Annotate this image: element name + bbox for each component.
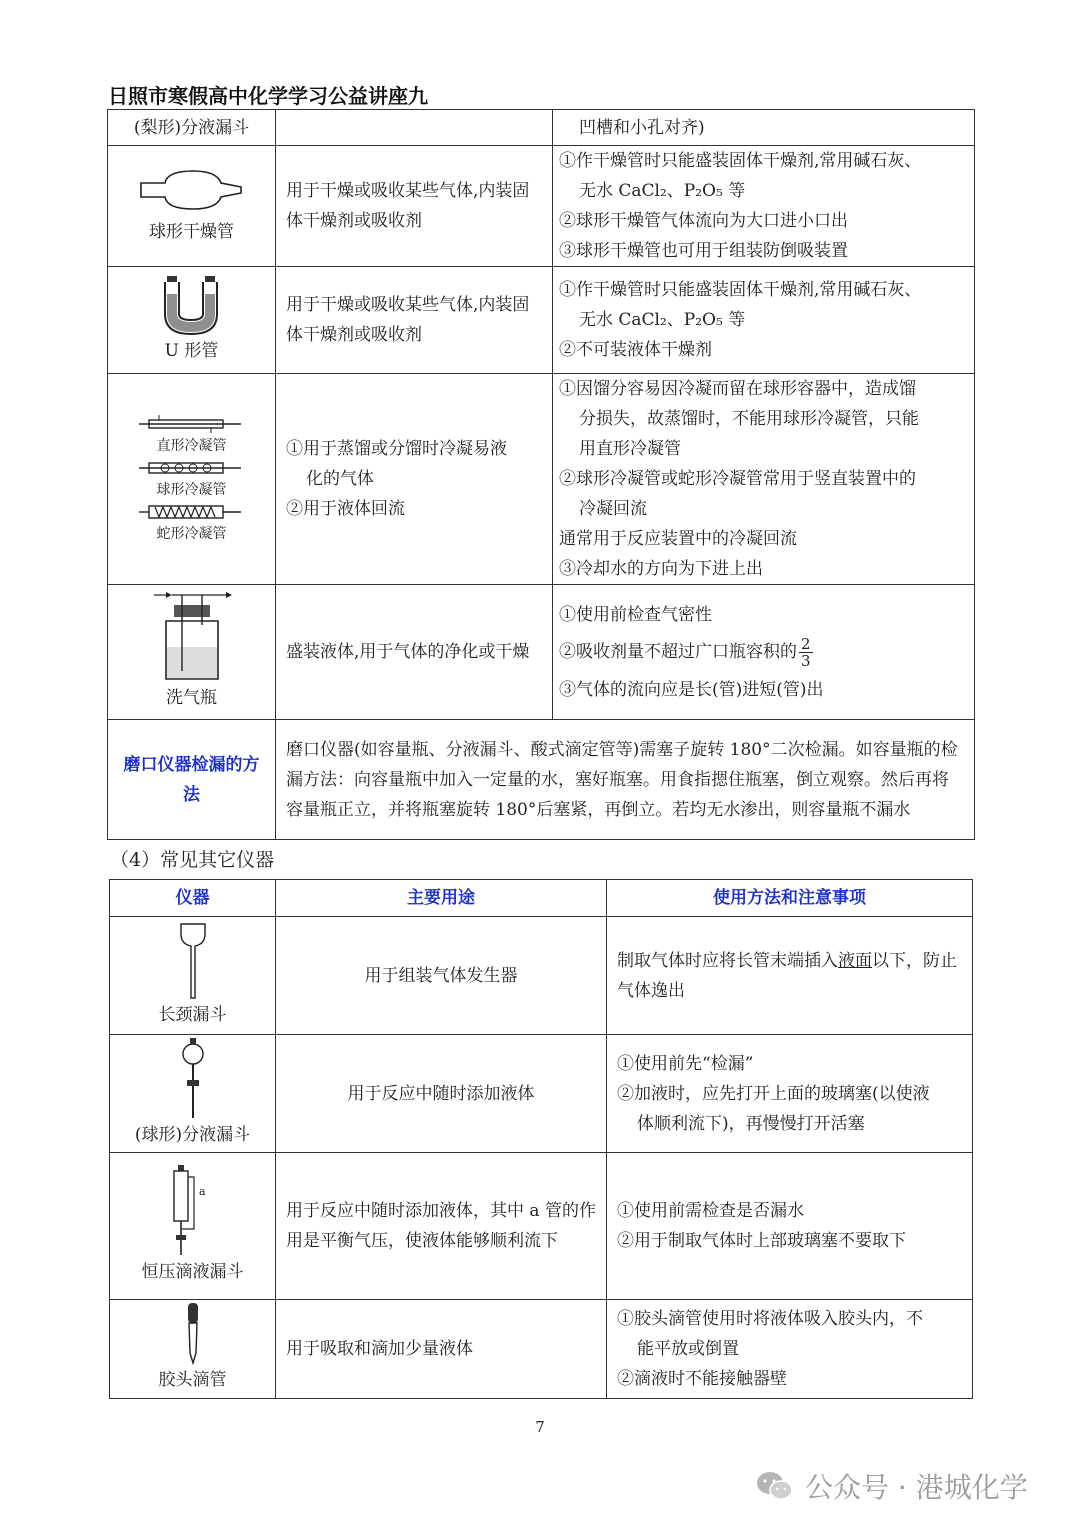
table-row — [110, 1153, 973, 1300]
note-line: ①作干燥管时只能盛装固体干燥剂,常用碱石灰、 — [559, 151, 922, 171]
column-header: 仪器 — [110, 880, 276, 917]
table-row — [108, 110, 975, 146]
note-line: ①作干燥管时只能盛装固体干燥剂,常用碱石灰、 — [559, 280, 922, 300]
table-row — [108, 585, 975, 720]
instrument-name: 洗气瓶 — [166, 688, 217, 708]
note-line: ①使用前先“检漏” — [617, 1053, 754, 1074]
note-line: ①因馏分容易因冷凝而留在球形容器中，造成馏 — [559, 379, 916, 399]
page-number: 7 — [535, 1418, 545, 1436]
leak-test-heading: 磨口仪器检漏的方法 — [108, 720, 276, 840]
spherical-drying-tube-icon — [137, 165, 247, 217]
wechat-icon — [755, 1469, 795, 1503]
note-line: ③球形干燥管也可用于组装防倒吸装置 — [559, 241, 848, 261]
long-neck-funnel-icon — [178, 922, 208, 1000]
note-line: ②加液时，应先打开上面的玻璃塞(以使液 — [617, 1083, 930, 1104]
dropper-icon — [183, 1303, 203, 1365]
column-header: 主要用途 — [276, 880, 607, 917]
usage-line: ①用于蒸馏或分馏时冷凝易液 — [286, 439, 507, 459]
condenser-label: 直形冷凝管 — [156, 438, 227, 454]
note-line: ②球形冷凝管或蛇形冷凝管常用于竖直装置中的 — [559, 469, 916, 489]
tube-a-label: a — [198, 1185, 206, 1198]
note-line: 用直形冷凝管 — [579, 439, 681, 459]
straight-condenser-icon — [137, 413, 247, 435]
note-line: ①使用前需检查是否漏水 — [617, 1201, 804, 1221]
u-tube-icon — [157, 274, 227, 336]
instrument-name: 球形干燥管 — [149, 222, 234, 242]
usage-text: 用于吸取和滴加少量液体 — [276, 1300, 607, 1399]
note-text: 凹槽和小孔对齐) — [579, 117, 705, 138]
instrument-name: 胶头滴管 — [158, 1370, 227, 1390]
note-line: ①使用前检查气密性 — [559, 604, 712, 625]
note-line: ①胶头滴管使用时将液体吸入胶头内，不 — [617, 1309, 923, 1329]
instrument-name: 长颈漏斗 — [158, 1004, 227, 1025]
page-header: 日照市寒假高中化学学习公益讲座九 — [108, 84, 428, 108]
instrument-name: U 形管 — [164, 341, 219, 361]
pressure-equalizing-funnel-icon — [168, 1165, 218, 1257]
gas-washing-bottle-icon — [152, 591, 232, 683]
note-line: ③冷却水的方向为下进上出 — [559, 559, 763, 579]
instrument-name: 恒压滴液漏斗 — [141, 1262, 244, 1282]
note-line: 体顺利流下)，再慢慢打开活塞 — [637, 1113, 865, 1134]
note-line: ②吸收剂量不超过广口瓶容积的 — [559, 641, 797, 662]
usage-text: 用于干燥或吸收某些气体,内装固体干燥剂或吸收剂 — [276, 267, 553, 374]
usage-text: 用于反应中随时添加液体，其中 a 管的作用是平衡气压，使液体能够顺利流下 — [276, 1153, 607, 1300]
table-row — [108, 146, 975, 267]
leak-test-text: 磨口仪器(如容量瓶、分液漏斗、酸式滴定管等)需塞子旋转 180°二次检漏。如容量瓶的检漏方法：向容量瓶中加入一定量的水，塞好瓶塞。用食指摁住瓶塞，倒立观察。然后再将容量瓶正立，并将瓶塞旋转 180°后塞紧，再倒立。若均无水渗出，则容量瓶不漏水 — [276, 720, 975, 840]
coil-condenser-icon — [137, 501, 247, 523]
table-row — [110, 1300, 973, 1399]
watermark — [755, 1466, 1028, 1506]
instrument-table-2 — [109, 879, 973, 1399]
usage-line: ②用于液体回流 — [286, 499, 405, 519]
note-line: 能平放或倒置 — [637, 1339, 739, 1359]
usage-text: 盛装液体,用于气体的净化或干燥 — [276, 585, 553, 720]
table-row — [108, 720, 975, 840]
usage-text: 用于组装气体发生器 — [276, 917, 607, 1035]
note-text: 制取气体时应将长管末端插入液面以下，防止气体逸出 — [607, 917, 973, 1035]
usage-text: 用于干燥或吸收某些气体,内装固体干燥剂或吸收剂 — [276, 146, 553, 267]
table-row — [108, 374, 975, 585]
table-row — [110, 917, 973, 1035]
table-row — [108, 267, 975, 374]
spherical-separatory-funnel-icon — [178, 1038, 208, 1120]
note-line: 分损失，故蒸馏时，不能用球形冷凝管，只能 — [579, 409, 919, 429]
note-line: 无水 CaCl₂、P₂O₅ 等 — [579, 310, 746, 330]
condenser-label: 球形冷凝管 — [156, 482, 227, 498]
note-line: 无水 CaCl₂、P₂O₅ 等 — [579, 181, 746, 201]
note-line: ②不可装液体干燥剂 — [559, 340, 712, 360]
usage-text: 用于反应中随时添加液体 — [276, 1035, 607, 1153]
bulb-condenser-icon — [137, 457, 247, 479]
column-header: 使用方法和注意事项 — [607, 880, 973, 917]
note-line: 冷凝回流 — [579, 499, 647, 519]
table-header-row — [110, 880, 973, 917]
note-line: ②球形干燥管气体流向为大口进小口出 — [559, 211, 848, 231]
section-title: （4）常见其它仪器 — [110, 849, 275, 871]
note-line: ②用于制取气体时上部玻璃塞不要取下 — [617, 1231, 906, 1251]
table-row — [110, 1035, 973, 1153]
instrument-name: (球形)分液漏斗 — [134, 1124, 251, 1145]
note-line: ③气体的流向应是长(管)进短(管)出 — [559, 679, 824, 700]
usage-line: 化的气体 — [306, 469, 374, 489]
note-line: 通常用于反应装置中的冷凝回流 — [559, 529, 797, 549]
watermark-text: 公众号 · 港城化学 — [805, 1471, 1028, 1504]
instrument-name: (梨形)分液漏斗 — [108, 110, 276, 146]
note-line: ②滴液时不能接触器壁 — [617, 1369, 787, 1389]
condenser-label: 蛇形冷凝管 — [156, 526, 227, 542]
instrument-table-1 — [107, 109, 975, 840]
fraction: $\frac{2}{3}$ — [801, 634, 811, 670]
